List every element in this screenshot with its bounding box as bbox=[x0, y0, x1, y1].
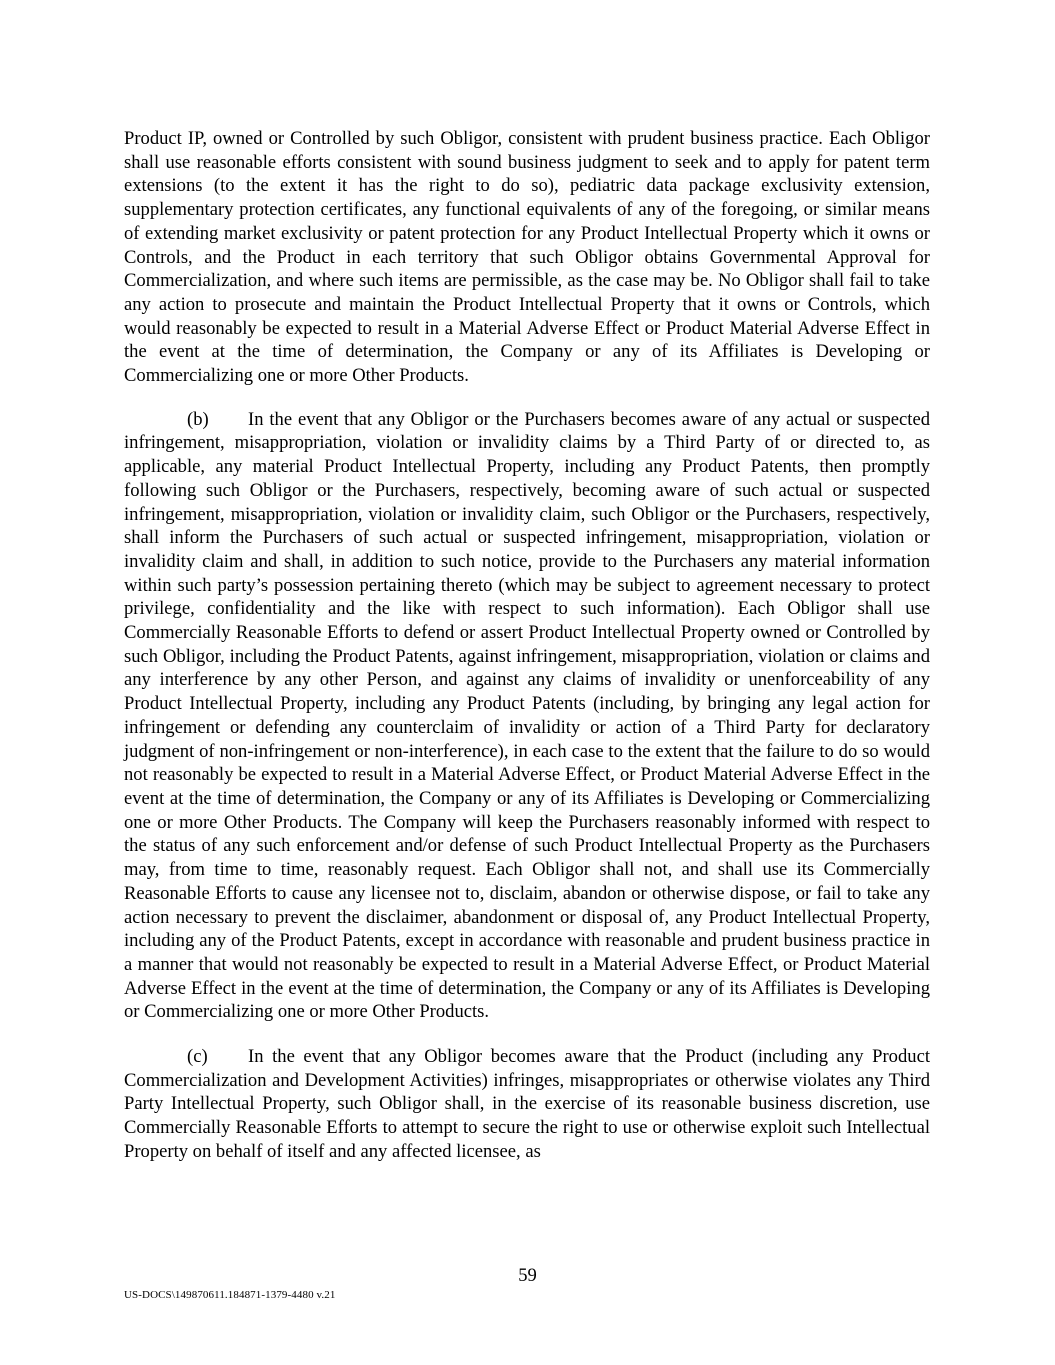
document-body bbox=[124, 127, 930, 1185]
paragraph-b bbox=[124, 408, 930, 1024]
paragraph-c-label: (c) bbox=[187, 1046, 208, 1068]
continuation-paragraph: Product IP, owned or Controlled by such Obligor, consistent with prudent business practice. Each Obligor shall use reasonable efforts consistent with sound business judgment to seek and to apply for patent term extensions (to the extent it has the right to do so), pediatric data package exclusivity extension, supplementary protection certificates, any functional equivalents of any of the foregoing, or similar means of extending market exclusivity or patent protection for any Product Intellectual Property which it owns or Controls, and the Product in each territory that such Obligor obtains Governmental Approval for Commercialization, and where such items are permissible, as the case may be. No Obligor shall fail to take any action to prosecute and maintain the Product Intellectual Property that it owns or Controls, which would reasonably be expected to result in a Material Adverse Effect or Product Material Adverse Effect in the event at the time of determination, the Company or any of its Affiliates is Developing or Commercializing one or more Other Products. bbox=[124, 128, 930, 387]
paragraph-b-text: In the event that any Obligor or the Purchasers becomes aware of any actual or suspected infringement, misappropriation, violation or invalidity claims by a Third Party of or directed to, as applicable, any material Product Intellectual Property, including any Product Patents, then promptly following such Obligor or the Purchasers, respectively, becoming aware of such actual or suspected infringement, misappropriation, violation or invalidity claim, such Obligor or the Purchasers, respectively, shall inform the Purchasers of such actual or suspected infringement, misappropriation, violation or invalidity claim and shall, in addition to such notice, provide to the Purchasers any material information within such party’s possession pertaining thereto (which may be subject to agreement necessary to protect privilege, confidentiality and the like with respect to such information). Each Obligor shall use Commercially Reasonable Efforts to defend or assert Product Intellectual Property owned or Controlled by such Obligor, including the Product Patents, against infringement, misappropriation, violation or claims and any interference by any other Person, and against any claims of invalidity or unenforceability of any Product Intellectual Property, including any Product Patents (including, by bringing any legal action for infringement or defending any counterclaim of invalidity or action of a Third Party for declaratory judgment of non-infringement or non-interference), in each case to the extent that the failure to do so would not reasonably be expected to result in a Material Adverse Effect, or Product Material Adverse Effect in the event at the time of determination, the Company or any of its Affiliates is Developing or Commercializing one or more Other Products. The Company will keep the Purchasers reasonably informed with respect to the status of any such enforcement and/or defense of such Product Intellectual Property as the Purchasers may, from time to time, reasonably request. Each Obligor shall not, and shall use its Commercially Reasonable Efforts to cause any licensee not to, disclaim, abandon or otherwise dispose, or fail to take any action necessary to prevent the disclaimer, abandonment or disposal of, any Product Intellectual Property, including any of the Product Patents, except in accordance with reasonable and prudent business practice in a manner that would not reasonably be expected to result in a Material Adverse Effect, or Product Material Adverse Effect in the event at the time of determination, the Company or any of its Affiliates is Developing or Commercializing one or more Other Products. bbox=[124, 408, 930, 1023]
document-id-footer: US-DOCS\149870611.184871-1379-4480 v.21 bbox=[124, 1289, 336, 1301]
paragraph-b-label: (b) bbox=[187, 408, 209, 430]
paragraph-c-text: In the event that any Obligor becomes aware that the Product (including any Product Commercialization and Development Activities) infringes, misappropriates or otherwise violates any Third Party Intellectual Property, such Obligor shall, in the exercise of its reasonable business discretion, use Commercially Reasonable Efforts to attempt to secure the right to use or otherwise exploit such Intellectual Property on behalf of itself and any affected licensee, as bbox=[124, 1046, 930, 1162]
paragraph-c bbox=[124, 1045, 930, 1164]
page-number: 59 bbox=[518, 1265, 537, 1286]
